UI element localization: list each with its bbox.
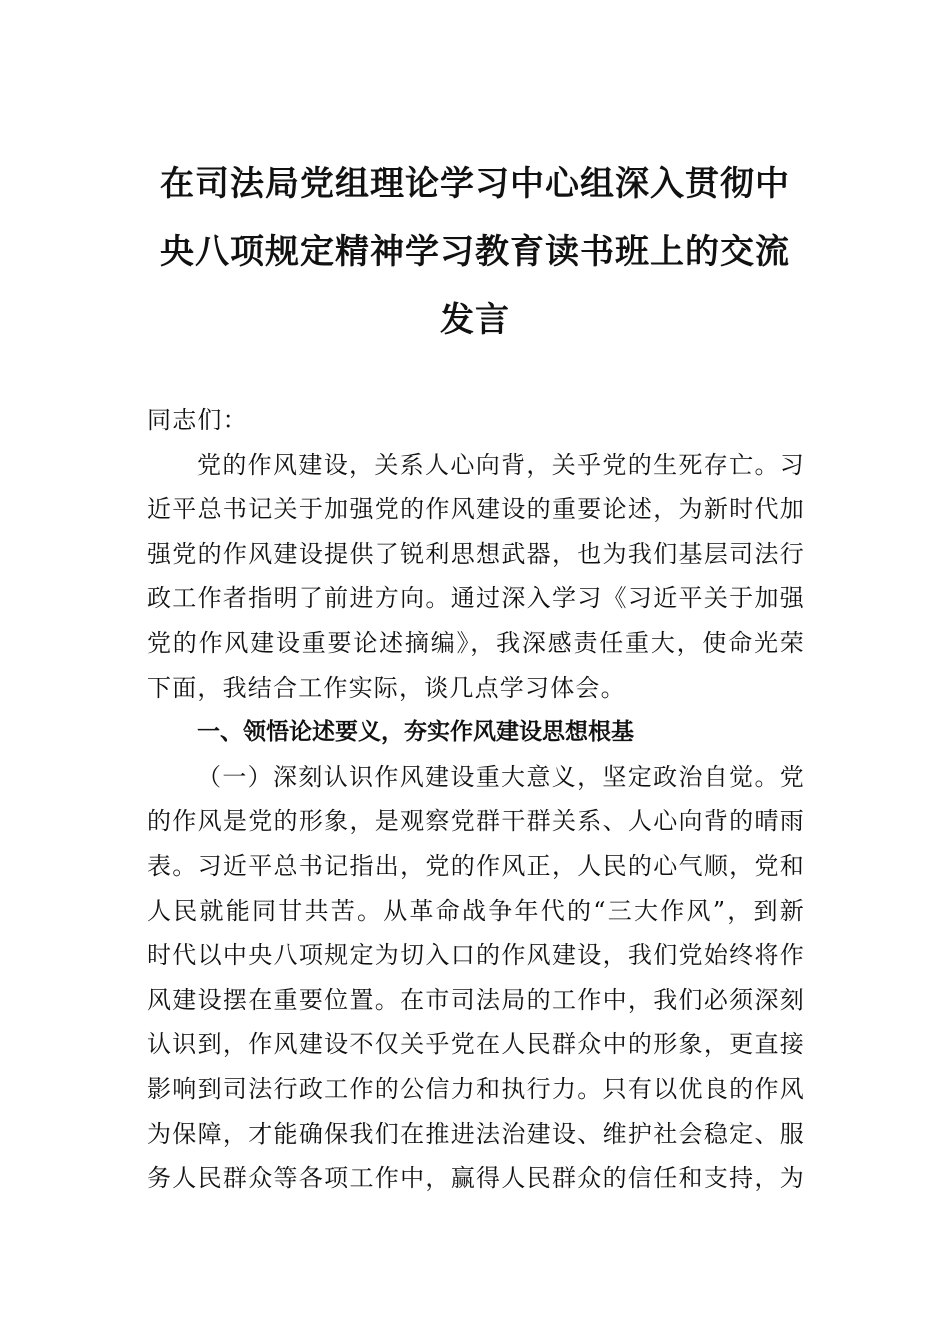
document-body <box>147 398 805 1201</box>
paragraph-line: 党的作风建设重要论述摘编》，我深感责任重大，使命光荣 <box>147 628 805 657</box>
paragraph-line: 政工作者指明了前进方向。通过深入学习《习近平关于加强 <box>147 584 805 613</box>
paragraph-line: 近平总书记关于加强党的作风建设的重要论述，为新时代加 <box>147 495 805 524</box>
paragraph-line: 强党的作风建设提供了锐利思想武器，也为我们基层司法行 <box>147 539 805 568</box>
title-line: 在司法局党组理论学习中心组深入贯彻中 <box>160 164 790 204</box>
paragraph-line: 表。习近平总书记指出，党的作风正，人民的心气顺，党和 <box>147 851 805 880</box>
paragraph-line: 人民就能同甘共苦。从革命战争年代的“三大作风”，到新 <box>147 896 805 925</box>
paragraph-line: 影响到司法行政工作的公信力和执行力。只有以优良的作风 <box>147 1074 805 1103</box>
paragraph-line: 认识到，作风建设不仅关乎党在人民群众中的形象，更直接 <box>147 1030 805 1059</box>
paragraph-line: 风建设摆在重要位置。在市司法局的工作中，我们必须深刻 <box>147 985 805 1014</box>
paragraph-line: 的作风是党的形象，是观察党群干群关系、人心向背的晴雨 <box>147 807 805 836</box>
paragraph-line: 党的作风建设，关系人心向背，关乎党的生死存亡。习 <box>197 450 805 479</box>
paragraph-line: 务人民群众等各项工作中，赢得人民群众的信任和支持，为 <box>147 1164 805 1193</box>
section-heading: 一、领悟论述要义，夯实作风建设思想根基 <box>197 719 634 746</box>
paragraph-line: （一）深刻认识作风建设重大意义，坚定政治自觉。党 <box>197 762 805 791</box>
paragraph-line: 下面，我结合工作实际，谈几点学习体会。 <box>147 673 626 702</box>
title-line: 央八项规定精神学习教育读书班上的交流 <box>160 232 790 272</box>
paragraph-line: 时代以中央八项规定为切入口的作风建设，我们党始终将作 <box>147 941 805 970</box>
salutation: 同志们： <box>147 406 248 434</box>
document-title <box>140 150 810 354</box>
title-line: 发言 <box>440 300 510 340</box>
paragraph-line: 为保障，才能确保我们在推进法治建设、维护社会稳定、服 <box>147 1119 805 1148</box>
